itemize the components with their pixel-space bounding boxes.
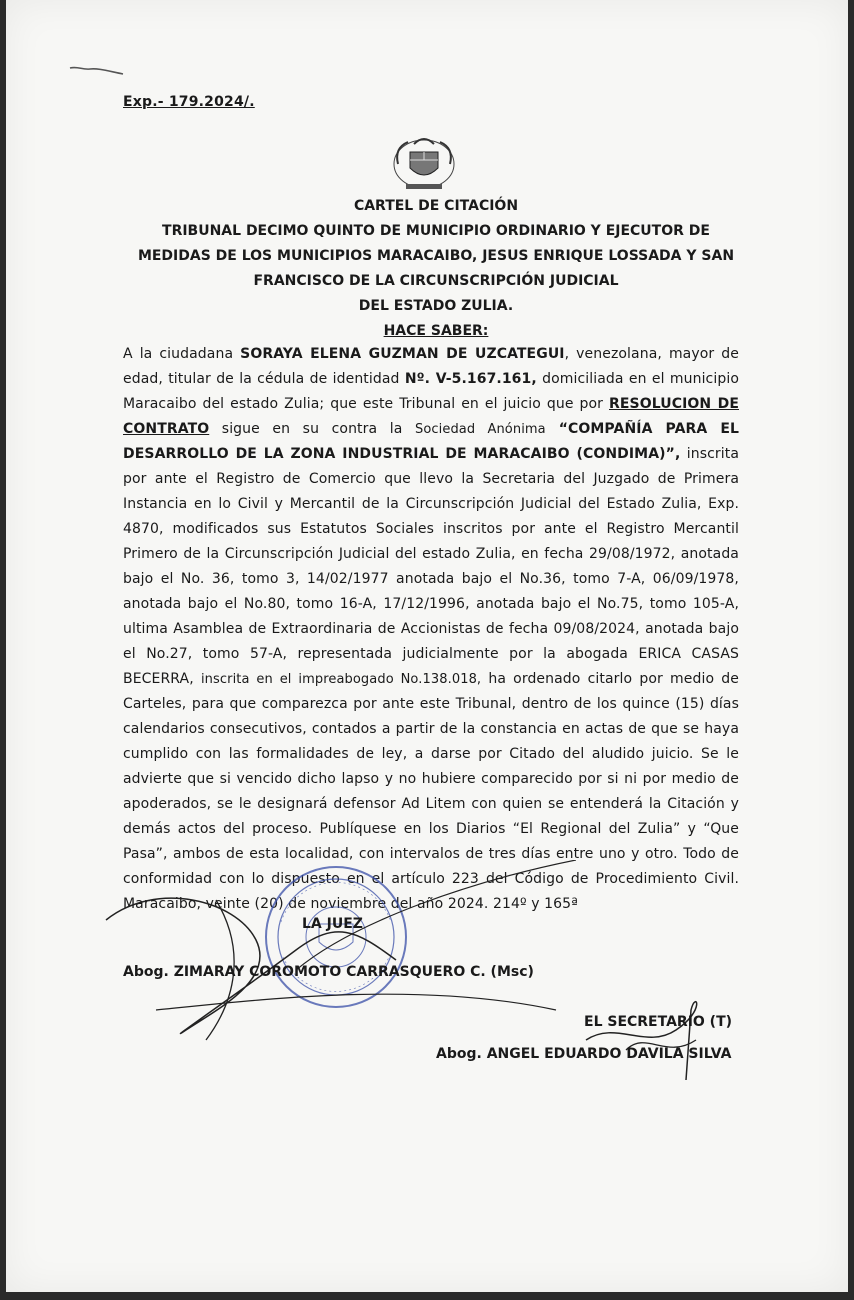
plaintiff-company: “COMPAÑÍA PARA EL DESARROLLO DE LA ZONA INDUSTRIAL DE MARACAIBO (CONDIMA)”, <box>123 421 739 462</box>
body-text: A la ciudadana <box>123 346 241 362</box>
document-heading <box>118 194 754 344</box>
secretary-signature-icon <box>566 980 726 1090</box>
secretary-title: EL SECRETARIO (T) <box>584 1014 733 1030</box>
body-text: ha ordenado citarlo por medio de Carteles, para que comparezca por ante este Tribunal, dentro de los quince (15) días calendarios consecutivos, contados a partir de la constancia en actas de que se haya cumplido con las formalidades de ley, a darse por Citado del aludido juicio. Se le advierte que si vencido dicho lapso y no hubiere comparecido por si ni por medio de apoderados, se le designará defensor Ad Litem con quien se entenderá la Citación y demás actos del proceso. Publíquese en los Diarios “El Regional del Zulia” y “Que Pasa”, ambos de esta localidad, con intervalos de tres días entre uno y otro. Todo de conformidad con lo dispuesto en el artículo 223 del Código de Procedimiento Civil. Maracaibo, veinte (20) de noviembre del año 2024. 214º y 165ª <box>123 671 739 912</box>
body-text: Sociedad Anónima <box>414 422 546 437</box>
body-text: domiciliada en el municipio Maracaibo del estado Zulia; que este Tribunal en el juicio que por <box>123 371 739 412</box>
secretary-name: Abog. ANGEL EDUARDO DAVILA SILVA <box>436 1046 732 1062</box>
cedula-number: Nº. V-5.167.161, <box>404 371 537 387</box>
judge-signature-icon <box>96 860 576 1060</box>
body-text: sigue en su contra la <box>209 421 415 437</box>
heading-court-line-3: FRANCISCO DE LA CIRCUNSCRIPCIÓN JUDICIAL <box>253 273 619 289</box>
heading-title: CARTEL DE CITACIÓN <box>353 198 519 214</box>
coat-of-arms-icon <box>390 134 458 192</box>
body-text: , venezolana, mayor de edad, titular de la cédula de identidad <box>123 346 739 387</box>
heading-court-line-4: DEL ESTADO ZULIA. <box>358 298 514 314</box>
heading-court-line-2: MEDIDAS DE LOS MUNICIPIOS MARACAIBO, JESUS ENRIQUE LOSSADA Y SAN <box>137 248 735 264</box>
document-page <box>6 0 848 1292</box>
body-text: inscrita en el impreabogado No.138.018, <box>200 672 482 687</box>
judge-title: LA JUEZ <box>302 916 363 932</box>
pen-mark-icon <box>68 60 128 80</box>
heading-hace-saber: HACE SABER: <box>383 323 489 339</box>
case-matter: RESOLUCION DE CONTRATO <box>123 396 739 437</box>
body-text: inscrita por ante el Registro de Comercio que llevo la Secretaria del Juzgado de Primera Instancia en lo Civil y Mercantil de la Circunscripción Judicial del Estado Zulia, Exp. 4870, modificados sus Estatutos Sociales inscritos por ante el Registro Mercantil Primero de la Circunscripción Judicial del estado Zulia, en fecha 29/08/1972, anotada bajo el No. 36, tomo 3, 14/02/1977 anotada bajo el No.36, tomo 7-A, 06/09/1978, anotada bajo el No.80, tomo 16-A, 17/12/1996, anotada bajo el No.75, tomo 105-A, ultima Asamblea de Extraordinaria de Accionistas de fecha 09/08/2024, anotada bajo el No.27, tomo 57-A, representada judicialmente por la abogada ERICA CASAS BECERRA, <box>123 446 739 687</box>
heading-court-line-1: TRIBUNAL DECIMO QUINTO DE MUNICIPIO ORDINARIO Y EJECUTOR DE <box>162 223 710 239</box>
defendant-name: SORAYA ELENA GUZMAN DE UZCATEGUI <box>240 346 565 362</box>
citation-body <box>123 342 739 917</box>
judge-name: Abog. ZIMARAY COROMOTO CARRASQUERO C. (Msc) <box>123 964 534 980</box>
expediente-number: Exp.- 179.2024/. <box>123 94 255 110</box>
